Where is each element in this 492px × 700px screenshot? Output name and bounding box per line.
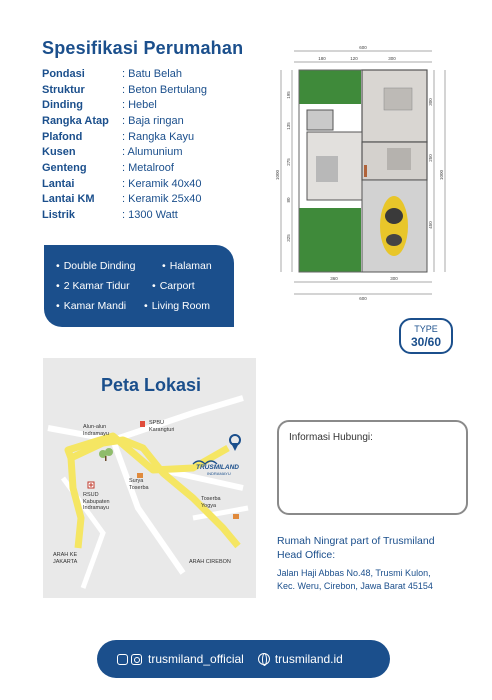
globe-icon [258,653,270,665]
spec-value: : Rangka Kayu [122,130,195,143]
dim-label: 450 [428,221,433,229]
website-link[interactable]: trusmiland.id [274,652,343,666]
dim-label: 195 [286,91,291,99]
spec-row [42,192,207,208]
spec-row [42,97,207,113]
dim-label: 180 [318,56,326,61]
feature-item: • Halaman [162,260,212,272]
spec-value: : 1300 Watt [122,209,178,222]
feature-box [44,245,234,327]
dim-label: 300 [390,276,398,281]
spec-value: : Alumunium [122,146,183,159]
spec-value: : Keramik 25x40 [122,193,202,206]
dim-label: 120 [350,56,358,61]
office-addr-line1: Jalan Haji Abbas No.48, Trusmi Kulon, [277,568,431,578]
spec-label: Genteng [42,161,87,174]
spec-label: Plafond [42,130,83,143]
map-label-alun: Alun-alun Indramayu [83,424,109,437]
social-handle[interactable]: trusmiland_official [148,652,244,666]
dim-label: 80 [286,197,291,203]
spec-row [42,207,207,223]
instagram-icon[interactable] [131,654,142,665]
tree-icon [99,448,113,461]
dim-label: 300 [428,98,433,106]
map-label-surya: Surya Toserba [129,478,149,491]
dim-label: 600 [359,45,367,50]
office-title-line1: Rumah Ningrat part of Trusmiland [277,535,435,547]
office-address [277,567,433,592]
type-value: 30/60 [410,335,442,349]
map-brand: TRUSMILAND [196,464,239,471]
feature-item: • Carport [152,280,195,292]
spec-row [42,144,207,160]
spec-label: Kusen [42,146,76,159]
spec-label: Dinding [42,99,83,112]
spec-title: Spesifikasi Perumahan [42,38,244,58]
spec-table [42,66,207,223]
dim-label: 600 [359,296,367,301]
feature-item: • Double Dinding [56,260,136,272]
map-label-rsud: RSUD Kabupaten Indramayu [83,492,110,512]
spec-row [42,113,207,129]
footer-bar [97,640,390,678]
map-label-cirebon: ARAH CIREBON [189,559,231,565]
spec-value: : Metalroof [122,161,174,174]
spec-row [42,176,207,192]
office-title-line2: Head Office: [277,548,336,561]
type-badge [399,318,453,354]
spec-label: Struktur [42,83,85,96]
map-label-toserba: Toserba Yogya [201,496,221,509]
spec-label: Pondasi [42,67,85,80]
dim-label: 1000 [439,169,444,181]
spec-value: : Keramik 40x40 [122,177,202,190]
spec-value: : Hebel [122,99,157,112]
dim-label: 300 [388,56,396,61]
contact-label: Informasi Hubungi: [289,432,373,443]
feature-item: • 2 Kamar Tidur [56,280,130,292]
floor-plan [272,40,450,302]
feature-item: • Kamar Mandi [56,300,126,312]
shop-icon [233,514,239,519]
map-label-spbu: SPBU Karangturi [149,420,175,433]
spec-row [42,160,207,176]
dim-label: 275 [286,158,291,166]
spec-row [42,82,207,98]
tiktok-icon[interactable] [117,654,128,665]
dim-label: 325 [286,234,291,242]
contact-box [277,420,468,515]
office-addr-line2: Kec. Weru, Cirebon, Jawa Barat 45154 [277,580,433,591]
map-brand-sub: INDRAMAYU [207,471,231,476]
dim-label: 135 [286,122,291,130]
spec-label: Rangka Atap [42,114,109,127]
dim-label: 1000 [275,169,280,181]
dim-label: 250 [428,154,433,162]
spec-label: Lantai [42,177,75,190]
spec-label: Listrik [42,209,76,222]
map-label-jakarta: ARAH KE JAKARTA [53,552,78,565]
map-title: Peta Lokasi [101,375,202,395]
type-label: TYPE [414,324,438,334]
spec-row [42,129,207,145]
spbu-icon [140,421,145,427]
location-pin-icon [230,435,240,451]
hospital-icon [88,482,94,488]
spec-label: Lantai KM [42,193,95,206]
feature-item: • Living Room [144,300,210,312]
spec-value: : Batu Belah [122,67,182,80]
spec-row [42,66,207,82]
spec-value: : Beton Bertulang [122,83,208,96]
dim-label: 360 [330,276,338,281]
spec-value: : Baja ringan [122,114,184,127]
location-map [43,358,256,598]
office-title [277,535,435,562]
